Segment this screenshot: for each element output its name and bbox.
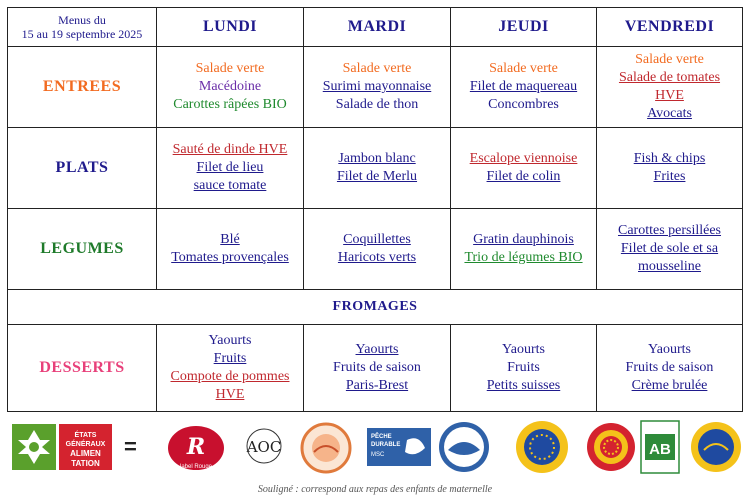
svg-text:AOC: AOC — [246, 438, 282, 456]
day-mardi: MARDI — [347, 17, 407, 35]
day-vendredi: VENDREDI — [624, 17, 715, 35]
menu-cell — [304, 209, 451, 290]
menu-item: Macédoine — [198, 79, 262, 94]
aoc-logo — [243, 424, 285, 472]
menu-cell — [597, 209, 743, 290]
day-header-lundi — [157, 8, 304, 47]
desserts-row — [8, 325, 743, 412]
menu-item-underlined: HVE — [215, 387, 245, 402]
svg-text:MSC: MSC — [371, 452, 385, 458]
category-plats: PLATS — [55, 158, 109, 176]
menus-du-cell — [8, 8, 157, 47]
menu-item-underlined: Filet de lieu — [196, 160, 264, 175]
menu-item-underlined: Haricots verts — [337, 250, 417, 265]
menu-item: Yaourts — [208, 333, 252, 348]
menu-item-underlined: Filet de colin — [486, 169, 561, 184]
menu-cell — [157, 47, 304, 128]
label-rouge-logo — [166, 424, 226, 472]
category-cell — [8, 47, 157, 128]
menu-item-underlined: HVE — [655, 88, 684, 103]
menu-item-underlined: sauce tomate — [193, 178, 267, 193]
category-fromages: FROMAGES — [332, 299, 418, 314]
menu-item: Salade verte — [635, 52, 704, 67]
plats-row — [8, 128, 743, 209]
menu-item-underlined: mousseline — [638, 259, 701, 274]
msc-logo — [367, 428, 431, 466]
menu-item: Salade verte — [489, 61, 558, 76]
menu-item-underlined: Petits suisses — [486, 378, 561, 393]
menu-cell — [597, 47, 743, 128]
menu-item-underlined: Carottes persillées — [617, 223, 722, 238]
day-lundi: LUNDI — [202, 17, 258, 35]
category-cell — [8, 128, 157, 209]
igp-logo — [515, 420, 569, 474]
day-header-vendredi — [597, 8, 743, 47]
svg-text:TATION: TATION — [71, 459, 100, 468]
menu-item-underlined: Avocats — [647, 106, 692, 121]
menu-item-underlined: Filet de maquereau — [469, 79, 578, 94]
menu-cell — [597, 128, 743, 209]
fromages-cell — [8, 290, 743, 325]
menu-item-underlined: Filet de sole et sa — [620, 241, 719, 256]
menu-cell — [157, 128, 304, 209]
menus-du-label: Menus du — [58, 13, 106, 27]
menu-item: Salade de thon — [335, 97, 419, 112]
footnote: Souligné : correspond aux repas des enfants de maternelle — [257, 484, 493, 495]
aop-logo — [586, 422, 636, 472]
regional-label-logo — [300, 422, 352, 474]
menu-item-underlined: Fish & chips — [633, 151, 706, 166]
category-legumes: LEGUMES — [40, 239, 124, 257]
equals-sign: = — [124, 434, 137, 459]
menu-item-underlined: Crème brulée — [631, 378, 708, 393]
day-header-mardi — [304, 8, 451, 47]
menu-item: Yaourts — [648, 342, 691, 357]
menu-item-underlined: Paris-Brest — [345, 378, 409, 393]
menu-item-underlined: Compote de pommes — [170, 369, 290, 384]
menu-item-underlined: Surimi mayonnaise — [322, 79, 432, 94]
menu-item-underlined: Escalope viennoise — [469, 151, 578, 166]
menu-item-underlined: Salade de tomates — [618, 70, 721, 85]
menu-cell — [451, 47, 597, 128]
menu-cell — [304, 128, 451, 209]
svg-text:R: R — [186, 434, 206, 460]
menu-cell — [157, 325, 304, 412]
menu-cell — [304, 325, 451, 412]
menus-du-dates: 15 au 19 septembre 2025 — [21, 27, 143, 41]
menu-table — [7, 7, 743, 412]
svg-text:ALIMEN: ALIMEN — [70, 449, 101, 458]
entrees-row — [8, 47, 743, 128]
menu-item: Fruits de saison — [625, 360, 714, 375]
menu-item: Concombres — [488, 97, 559, 112]
svg-text:DURABLE: DURABLE — [371, 442, 401, 448]
menu-item-underlined: Sauté de dinde HVE — [172, 142, 288, 157]
svg-text:label Rouge: label Rouge — [179, 464, 213, 470]
quality-labels — [0, 410, 750, 476]
peche-durable-logo — [438, 420, 490, 474]
menu-cell — [451, 128, 597, 209]
day-jeudi: JEUDI — [498, 17, 549, 35]
category-desserts: DESSERTS — [39, 358, 125, 376]
menu-item: Salade verte — [195, 61, 265, 76]
menu-item-underlined: Tomates provençales — [171, 250, 289, 265]
category-entrees: ENTREES — [42, 77, 122, 95]
menu-item-underlined: Coquillettes — [343, 232, 411, 247]
menu-item: Fruits — [507, 360, 540, 375]
egalim-logo — [12, 424, 112, 470]
menu-item-underlined: Fruits — [213, 351, 247, 366]
menu-item-underlined: Blé — [220, 232, 240, 247]
menu-item: Salade verte — [342, 61, 412, 76]
day-header-jeudi — [451, 8, 597, 47]
menu-item-underlined: Yaourts — [355, 342, 399, 357]
menu-item-underlined: Jambon blanc — [338, 151, 416, 166]
menu-cell — [451, 209, 597, 290]
svg-text:PÊCHE: PÊCHE — [371, 434, 392, 440]
menu-cell — [451, 325, 597, 412]
svg-text:AB: AB — [649, 441, 671, 458]
menu-cell — [304, 47, 451, 128]
ab-logo — [640, 420, 680, 474]
menu-item: Carottes râpées BIO — [173, 97, 287, 112]
menu-cell — [597, 325, 743, 412]
stg-logo — [690, 420, 742, 474]
menu-cell — [157, 209, 304, 290]
legumes-row — [8, 209, 743, 290]
fromages-row — [8, 290, 743, 325]
menu-item-underlined: Filet de Merlu — [336, 169, 418, 184]
menu-item-underlined: Gratin dauphinois — [473, 232, 574, 247]
menu-item: Yaourts — [502, 342, 545, 357]
menu-item-underlined: Trio de légumes BIO — [464, 250, 583, 265]
menu-item-underlined: Frites — [653, 169, 686, 184]
header-row — [8, 8, 743, 47]
menu-item: Fruits de saison — [333, 360, 421, 375]
category-cell — [8, 209, 157, 290]
category-cell — [8, 325, 157, 412]
svg-text:ÉTATS: ÉTATS — [74, 432, 97, 439]
svg-text:GÉNÉRAUX: GÉNÉRAUX — [65, 441, 106, 448]
